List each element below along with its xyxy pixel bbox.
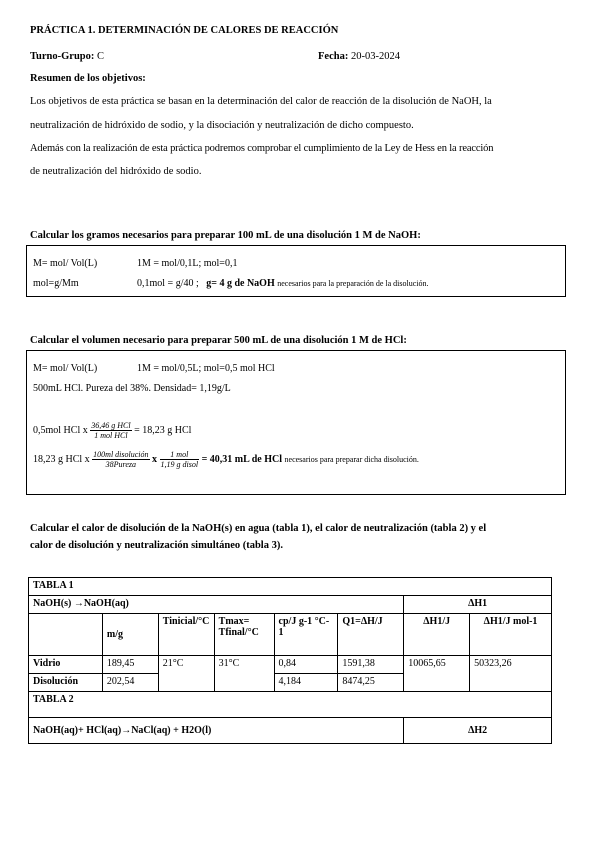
q3-heading-line-2: calor de disolución y neutralización simultáneo (tabla 3). [30,540,283,551]
q2-fraction-1 [90,421,131,440]
tabla-1-cell-m: 202,54 [102,674,158,692]
page-title: PRÁCTICA 1. DETERMINACIÓN DE CALORES DE REACCIÓN [30,25,339,36]
q2-box [26,350,566,495]
q2-line4 [33,450,419,469]
tabla-1-cell-tmax: 31°C [214,656,274,692]
q2-fraction-1-num: 36,46 g HCl [91,421,131,430]
tabla-1-cell-cp: 0,84 [274,656,338,674]
tabla-1-header-dh1-mol: ΔH1/J mol-1 [470,614,552,656]
q1-line1a: M= mol/ Vol(L) [33,258,98,269]
tabla-1-cell-dh1: 10065,65 [404,656,470,692]
tabla-1-header-tmax: Tmax= Tfinal/°C [214,614,274,656]
q2-line1a: M= mol/ Vol(L) [33,363,98,374]
q1-heading: Calcular los gramos necesarios para preparar 100 mL de una disolución 1 M de NaOH: [30,230,421,241]
q2-line2: 500mL HCl. Pureza del 38%. Densidad= 1,19g/L [33,383,231,394]
tabla-1 [28,577,552,744]
q2-fraction-2-den: 38Pureza [105,460,137,469]
q2-line3 [33,421,191,440]
fecha-label: Fecha: [318,51,349,62]
resumen-line-3: Además con la realización de esta práctica podremos comprobar el cumplimiento de la Ley de Hess en la reacción [30,143,494,154]
q2-fraction-3-den: 1,19 g disol [160,460,199,469]
q1-result: g= 4 g de NaOH [206,278,275,289]
tabla-2-reaction: NaOH(aq)+ HCl(aq)→NaCl(aq) + H2O(l) [29,718,404,744]
fecha [318,46,400,68]
tabla-2-title: TABLA 2 [29,692,552,718]
q1-box [26,245,566,297]
q2-result: = 40,31 mL de HCl [201,453,283,465]
q2-line3b: = 18,23 g HCl [134,424,192,436]
q2-fraction-3-num: 1 mol [160,450,200,460]
q2-fraction-2-num: 100ml disolución [93,450,149,459]
tabla-1-row-label: Disolución [29,674,103,692]
tabla-1-reaction: NaOH(s) →NaOH(aq) [29,596,404,614]
q2-line4a: 18,23 g HCl x [33,453,90,465]
tabla-1-header-m: m/g [102,614,158,656]
q1-line2a: mol=g/Mm [33,278,79,289]
resumen-line-2: neutralización de hidróxido de sodio, y la disociación y neutralización de dicho compuesto. [30,120,414,131]
tabla-1-header-q: Q1=ΔH/J [338,614,404,656]
tabla-1-cell-m: 189,45 [102,656,158,674]
turno-grupo [30,46,104,68]
tabla-1-cell-cp: 4,184 [274,674,338,692]
q2-line3a: 0,5mol HCl x [33,424,88,436]
q1-line2d: necesarios para la preparación de la disolución. [277,279,429,288]
q1-line1b: 1M = mol/0,1L; mol=0,1 [137,258,238,269]
tabla-1-row-label: Vidrio [29,656,103,674]
table-row [29,656,552,674]
tabla-1-cell-q: 1591,38 [338,656,404,674]
resumen-line-1: Los objetivos de esta práctica se basan en la determinación del calor de reacción de la disolución de NaOH, la [30,96,492,107]
tabla-1-header-cp: cp/J g-1 °C-1 [274,614,338,656]
turno-value: C [97,51,105,62]
tabla-1-header-dh1: ΔH1/J [404,614,470,656]
q2-fraction-1-den: 1 mol HCl [94,431,128,440]
q2-line4c: necesarios para preparar dicha disolución. [284,454,419,464]
tabla-1-dh-label: ΔH1 [404,596,552,614]
q2-fraction-2 [92,450,149,469]
turno-label: Turno-Grupo: [30,51,95,62]
q1-line2b: 0,1mol = g/40 ; [137,278,199,289]
tabla-1-cell-tinicial: 21°C [158,656,214,692]
fecha-value: 20-03-2024 [350,51,400,62]
tabla-1-empty-header [29,614,103,656]
q3-heading [30,520,575,554]
q2-fraction-3 [160,450,200,469]
tabla-2-dh-label: ΔH2 [404,718,552,744]
q3-heading-line-1: Calcular el calor de disolución de la NaOH(s) en agua (tabla 1), el calor de neutralización (tabla 2) y el [30,523,487,534]
q2-line1b: 1M = mol/0,5L; mol=0,5 mol HCl [137,363,275,374]
tabla-1-header-tinicial: Tinicial/°C [158,614,214,656]
tabla-1-cell-dh1-mol: 50323,26 [470,656,552,692]
q1-line2 [137,278,429,289]
q2-times: x [152,453,158,465]
q2-heading: Calcular el volumen necesario para preparar 500 mL de una disolución 1 M de HCl: [30,335,407,346]
resumen-line-4: de neutralización del hidróxido de sodio. [30,166,202,177]
tabla-1-cell-q: 8474,25 [338,674,404,692]
resumen-heading: Resumen de los objetivos: [30,73,146,84]
tabla-1-title: TABLA 1 [29,578,552,596]
